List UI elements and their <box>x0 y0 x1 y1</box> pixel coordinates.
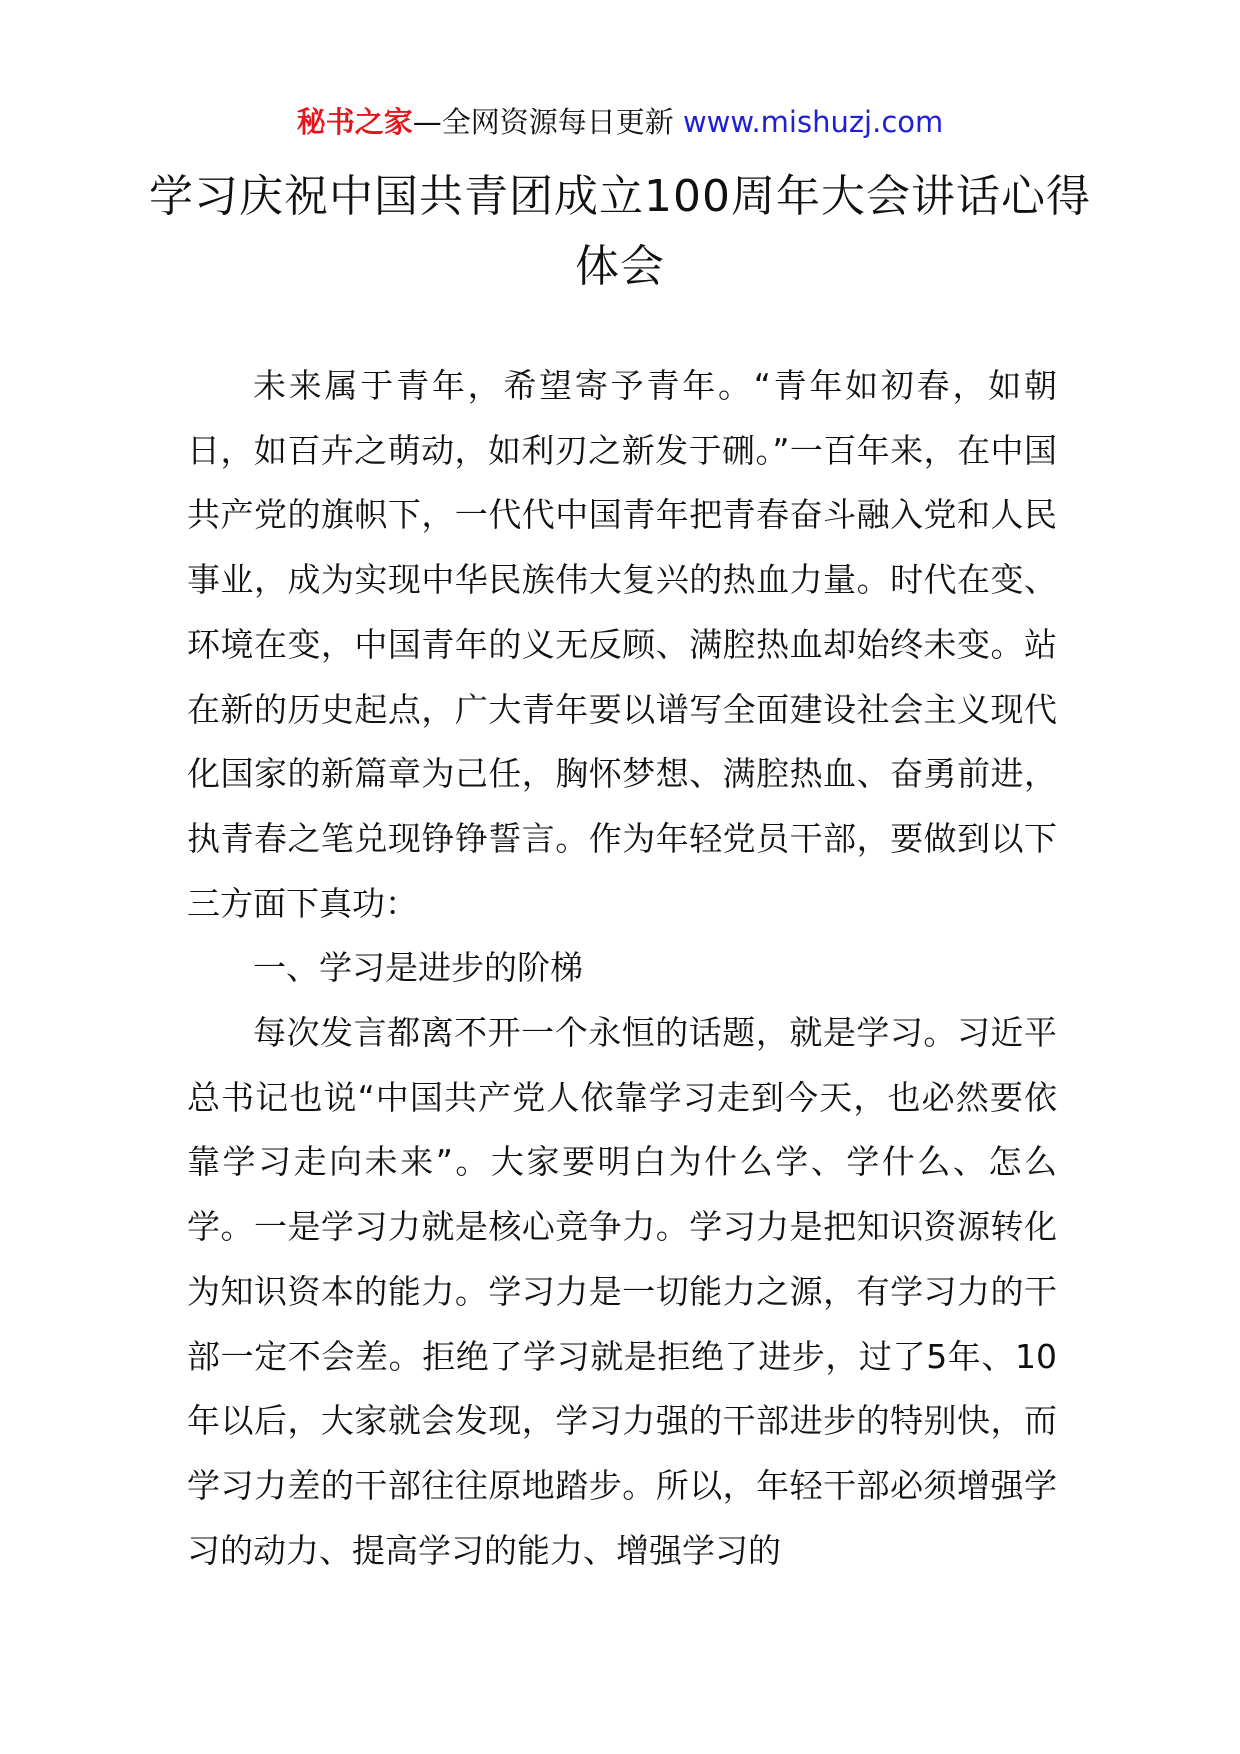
site-header <box>0 100 1240 144</box>
document-body <box>187 354 1057 1583</box>
paragraph-intro: 未来属于青年，希望寄予青年。“青年如初春，如朝日，如百卉之萌动，如利刃之新发于硎。”一百年来，在中国共产党的旗帜下，一代代中国青年把青春奋斗融入党和人民事业，成为实现中华民族伟大复兴的热血力量。时代在变、环境在变，中国青年的义无反顾、满腔热血却始终未变。站在新的历史起点，广大青年要以谱写全面建设社会主义现代化国家的新篇章为己任，胸怀梦想、满腔热血、奋勇前进，执青春之笔兑现铮铮誓言。作为年轻党员干部，要做到以下三方面下真功： <box>187 366 1057 923</box>
site-url-link[interactable]: www.mishuzj.com <box>682 105 944 139</box>
document-title: 学习庆祝中国共青团成立100周年大会讲话心得体会 <box>149 171 1091 292</box>
section-heading: 一、学习是进步的阶梯 <box>253 948 583 988</box>
header-tagline: —全网资源每日更新 <box>412 105 674 139</box>
brand-name: 秘书之家 <box>296 105 413 139</box>
paragraph-learning: 每次发言都离不开一个永恒的话题，就是学习。习近平总书记也说“中国共产党人依靠学习走到今天，也必然要依靠学习走向未来”。大家要明白为什么学、学什么、怎么学。一是学习力就是核心竞争力。学习力是把知识资源转化为知识资本的能力。学习力是一切能力之源，有学习力的干部一定不会差。拒绝了学习就是拒绝了进步，过了5年、10年以后，大家就会发现，学习力强的干部进步的特别快，而学习力差的干部往往原地踏步。所以，年轻干部必须增强学习的动力、提高学习的能力、增强学习的 <box>187 1013 1057 1570</box>
